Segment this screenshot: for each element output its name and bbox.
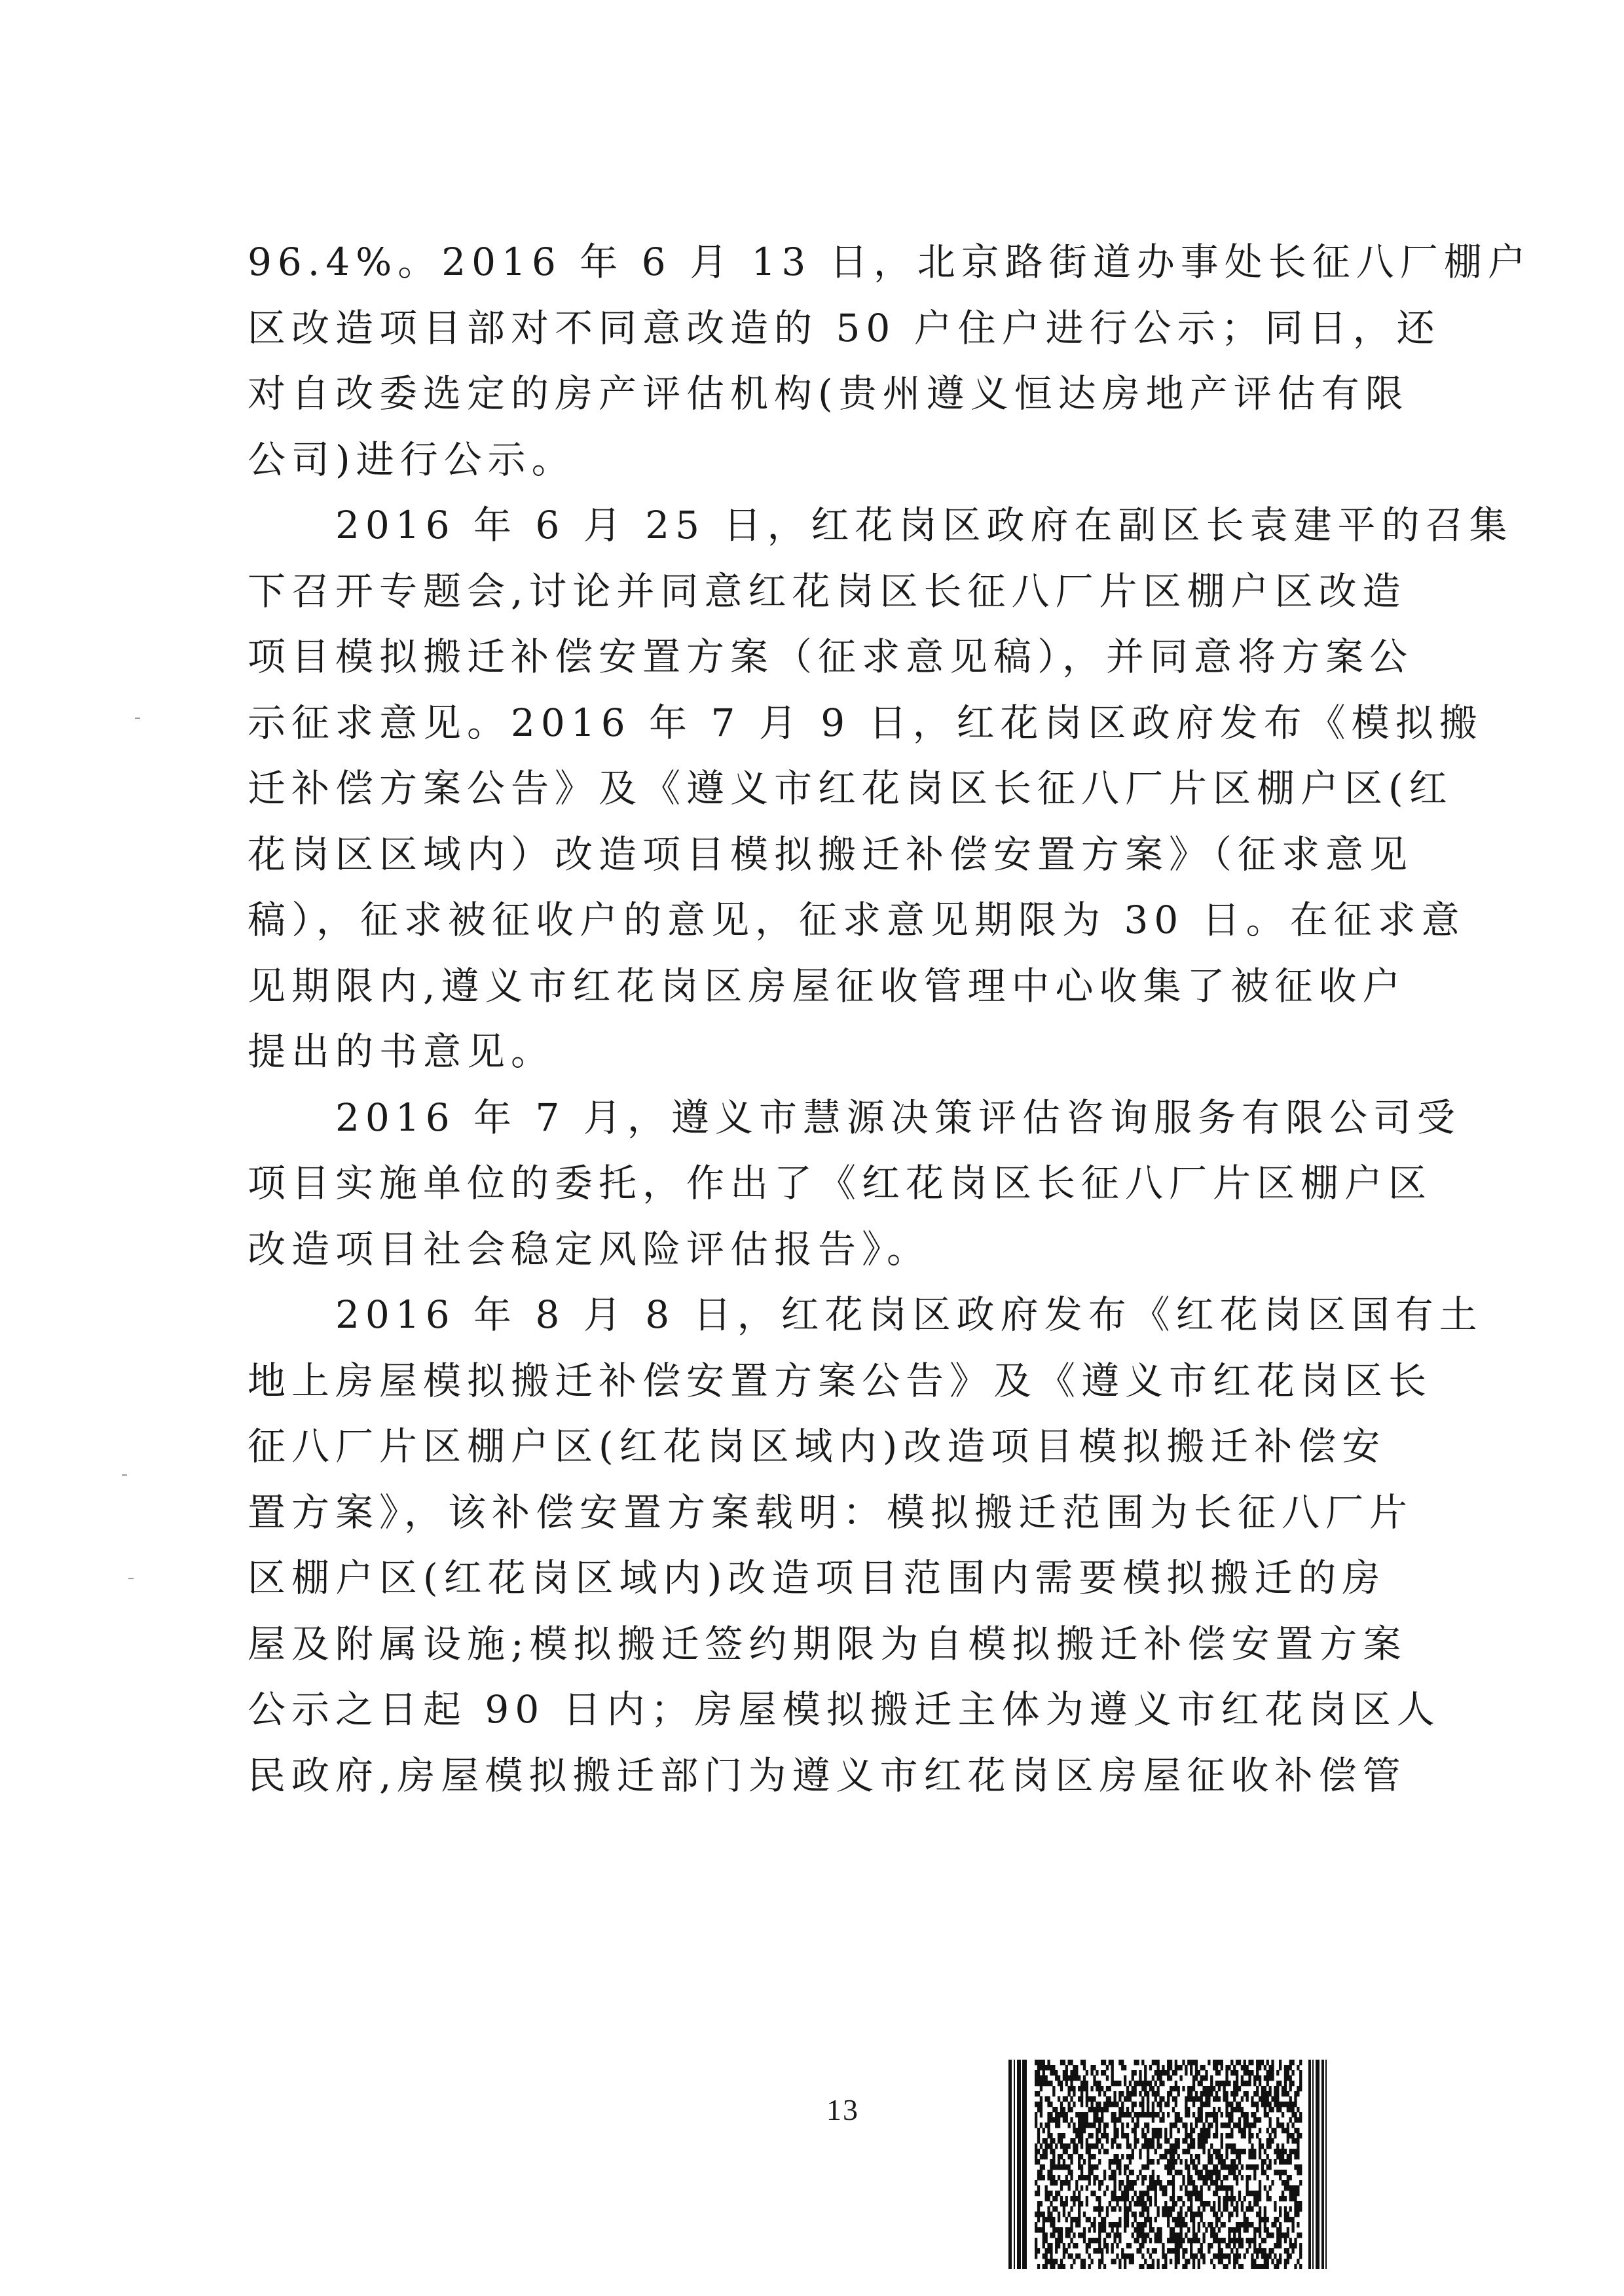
- text-line: 公司)进行公示。: [248, 437, 576, 482]
- text-line: 地上房屋模拟搬迁补偿安置方案公告》及《遵义市红花岗区长: [248, 1358, 1433, 1403]
- text-line: 区改造项目部对不同意改造的 50 户住户进行公示；同日，还: [248, 305, 1441, 350]
- text-line: 区棚户区(红花岗区域内)改造项目范围内需要模拟搬迁的房: [248, 1556, 1386, 1600]
- text-line: 提出的书意见。: [248, 1029, 555, 1074]
- text-line: 96.4%。2016 年 6 月 13 日，北京路街道办事处长征八厂棚户: [248, 240, 1532, 284]
- text-line: 稿），征求被征收户的意见，征求意见期限为 30 日。在征求意: [248, 898, 1466, 942]
- 2d-barcode-icon: [1008, 2060, 1329, 2269]
- text-line: 项目实施单位的委托，作出了《红花岗区长征八厂片区棚户区: [248, 1161, 1433, 1205]
- text-line: 征八厂片区棚户区(红花岗区域内)改造项目模拟搬迁补偿安: [248, 1424, 1386, 1468]
- page-number: 13: [826, 2093, 859, 2126]
- text-line: 置方案》，该补偿安置方案载明：模拟搬迁范围为长征八厂片: [248, 1489, 1414, 1535]
- text-line: 改造项目社会稳定风险评估报告》。: [248, 1226, 931, 1271]
- text-line: 花岗区区域内）改造项目模拟搬迁补偿安置方案》（征求意见: [248, 831, 1414, 877]
- body-text: [248, 229, 1532, 1808]
- text-line: 项目模拟搬迁补偿安置方案（征求意见稿），并同意将方案公: [248, 634, 1414, 679]
- text-line: 2016 年 6 月 25 日，红花岗区政府在副区长袁建平的召集: [248, 503, 1513, 547]
- text-line: 屋及附属设施;模拟搬迁签约期限为自模拟搬迁补偿安置方案: [248, 1621, 1407, 1666]
- text-line: 示征求意见。2016 年 7 月 9 日，红花岗区政府发布《模拟搬: [248, 700, 1483, 745]
- text-line: 2016 年 8 月 8 日，红花岗区政府发布《红花岗区国有土: [248, 1292, 1483, 1337]
- scan-speck: [135, 718, 140, 719]
- text-line: 民政府,房屋模拟搬迁部门为遵义市红花岗区房屋征收补偿管: [248, 1753, 1407, 1798]
- text-line: 公示之日起 90 日内；房屋模拟搬迁主体为遵义市红花岗区人: [248, 1687, 1441, 1732]
- text-line: 对自改委选定的房产评估机构(贵州遵义恒达房地产评估有限: [248, 371, 1409, 416]
- text-line: 2016 年 7 月，遵义市慧源决策评估咨询服务有限公司受: [248, 1095, 1461, 1140]
- text-line: 迁补偿方案公告》及《遵义市红花岗区长征八厂片区棚户区(红: [248, 766, 1453, 811]
- text-line: 见期限内,遵义市红花岗区房屋征收管理中心收集了被征收户: [248, 963, 1407, 1008]
- text-line: 下召开专题会,讨论并同意红花岗区长征八厂片区棚户区改造: [248, 568, 1407, 613]
- scan-speck: [128, 1578, 134, 1579]
- scan-speck: [122, 1474, 127, 1476]
